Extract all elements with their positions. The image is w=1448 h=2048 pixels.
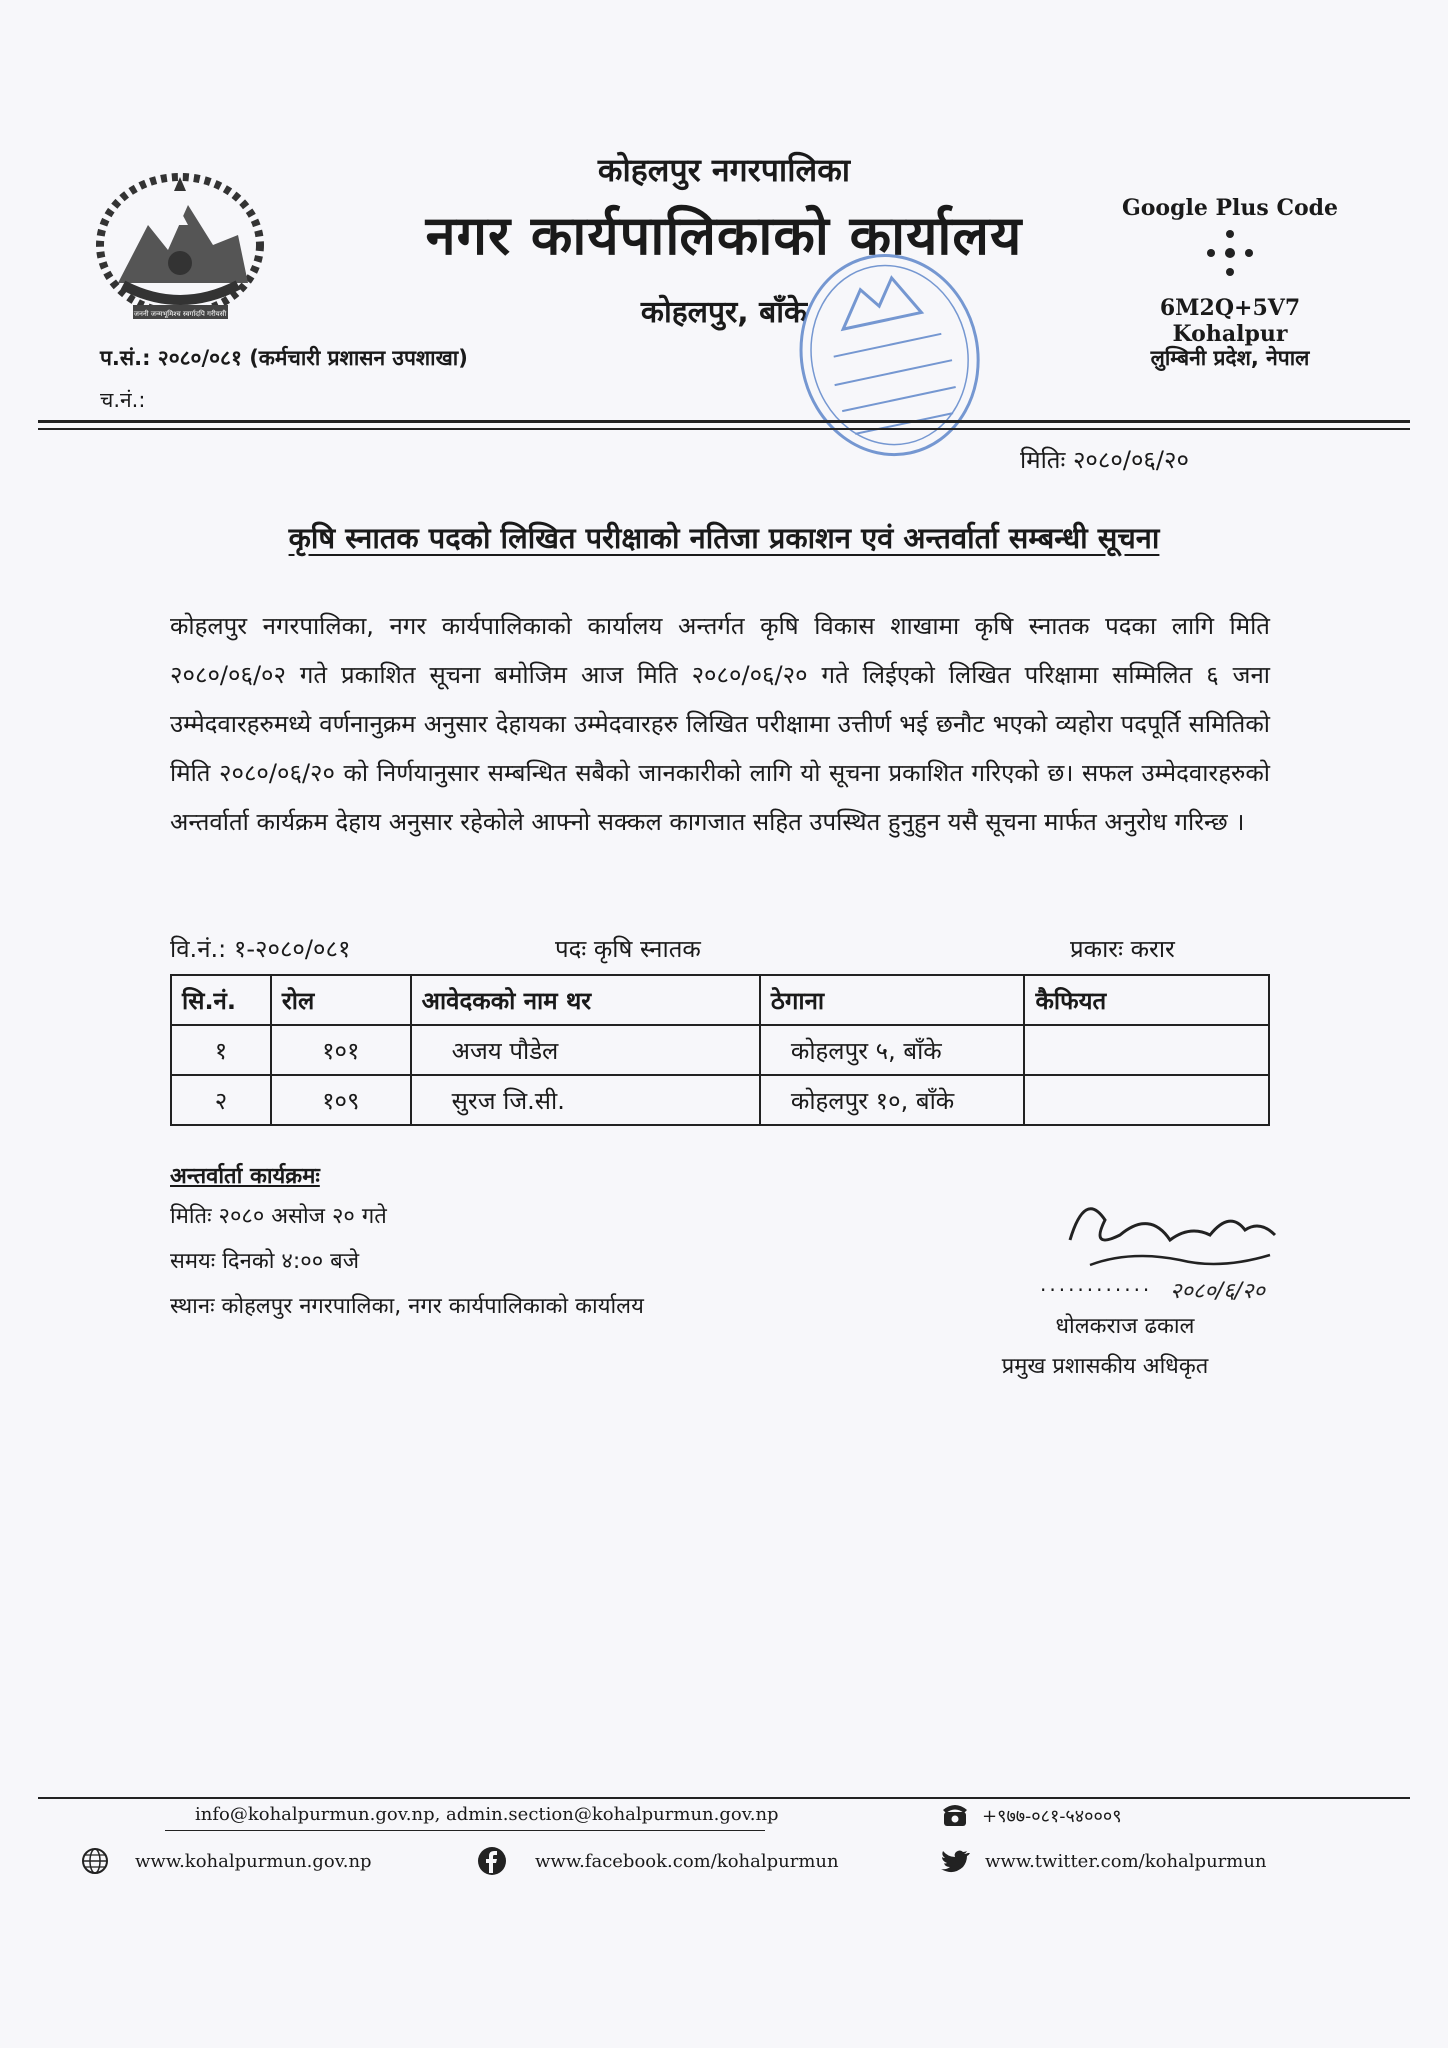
office-location: कोहलपुर, बाँके — [640, 295, 808, 330]
notice-subject-text: कृषि स्नातक पदको लिखित परीक्षाको नतिजा प्रकाशन एवं अन्तर्वार्ता सम्बन्धी सूचना — [288, 521, 1160, 555]
interview-date: मितिः २०८० असोज २० गते — [170, 1204, 387, 1229]
header-rule — [38, 420, 1410, 423]
footer-rule — [38, 1797, 1410, 1799]
emblem-caption: जननी जन्मभूमिश्च स्वर्गादपि गरीयसी — [133, 310, 227, 318]
notice-date: मितिः २०८०/०६/२० — [1020, 446, 1189, 474]
header-rule-secondary — [38, 428, 1410, 430]
advert-number: वि.नं.: १-२०८०/०८१ — [170, 935, 351, 963]
cell-remarks — [1024, 1075, 1269, 1125]
results-table — [170, 974, 1270, 1126]
google-plus-code-icon — [1205, 228, 1255, 278]
province: लुम्बिनी प्रदेश, नेपाल — [1150, 346, 1310, 370]
cell-address: कोहलपुर १०, बाँके — [760, 1075, 1025, 1125]
header-name: आवेदकको नाम थर — [411, 975, 760, 1025]
footer-twitter[interactable]: www.twitter.com/kohalpurmun — [985, 1851, 1267, 1872]
office-stamp — [790, 245, 990, 470]
contract-type: प्रकारः करार — [1070, 935, 1175, 963]
interview-title: अन्तर्वार्ता कार्यक्रमः — [170, 1164, 320, 1189]
interview-time: समयः दिनको ४:०० बजे — [170, 1249, 360, 1274]
cell-name: अजय पौडेल — [411, 1025, 760, 1075]
footer-facebook[interactable]: www.facebook.com/kohalpurmun — [535, 1851, 839, 1872]
signer-title: प्रमुख प्रशासकीय अधिकृत — [1001, 1354, 1209, 1379]
cell-serial: १ — [171, 1025, 271, 1075]
header-serial: सि.नं. — [171, 975, 271, 1025]
municipality-name: कोहलपुर नगरपालिका — [597, 151, 851, 189]
cell-address: कोहलपुर ५, बाँके — [760, 1025, 1025, 1075]
signer-name: धोलकराज ढकाल — [1055, 1314, 1195, 1339]
dispatch-number: च.नं.: — [100, 388, 146, 412]
post-name: पदः कृषि स्नातक — [555, 935, 701, 963]
header-roll: रोल — [271, 975, 411, 1025]
email-underline — [165, 1830, 765, 1831]
cell-serial: २ — [171, 1075, 271, 1125]
table-row — [171, 1075, 1269, 1125]
header-remarks: कैफियत — [1024, 975, 1269, 1025]
google-plus-code-title: Google Plus Code — [1121, 195, 1339, 221]
notice-subject — [0, 518, 1448, 557]
signature-date: २०८०/६/२० — [1170, 1279, 1265, 1304]
cell-name: सुरज जि.सी. — [411, 1075, 760, 1125]
table-header-row — [171, 975, 1269, 1025]
footer-website[interactable]: www.kohalpurmun.gov.np — [135, 1851, 372, 1872]
globe-icon — [80, 1846, 110, 1876]
signature-line: ............ — [1040, 1272, 1153, 1296]
google-plus-code: 6M2Q+5V7 Kohalpur — [1159, 295, 1301, 347]
twitter-icon — [940, 1846, 970, 1876]
cell-remarks — [1024, 1025, 1269, 1075]
footer-phone: +९७७-०८१-५४०००९ — [982, 1806, 1122, 1827]
header-address: ठेगाना — [760, 975, 1025, 1025]
notice-body: कोहलपुर नगरपालिका, नगर कार्यपालिकाको कार्यालय अन्तर्गत कृषि विकास शाखामा कृषि स्नातक पदका लागि मिति २०८०/०६/०२ गते प्रकाशित सूचना बमोजिम आज मिति २०८०/०६/२० गते लिईएको लिखित परिक्षामा सम्मिलित ६ जना उम्मेदवारहरुमध्ये वर्णनानुक्रम अनुसार देहायका उम्मेदवारहरु लिखित परीक्षामा उत्तीर्ण भई छनौट भएको व्यहोरा पदपूर्ति समितिको मिति २०८०/०६/२० को निर्णयानुसार सम्बन्धित सबैको जानकारीको लागि यो सूचना प्रकाशित गरिएको छ। सफल उम्मेदवारहरुको अन्तर्वार्ता कार्यक्रम देहाय अनुसार रहेकोले आफ्नो सक्कल कागजात सहित उपस्थित हुनुहुन यसै सूचना मार्फत अनुरोध गरिन्छ । — [170, 612, 1270, 836]
cell-roll: १०९ — [271, 1075, 411, 1125]
footer-email[interactable]: info@kohalpurmun.gov.np, admin.section@kohalpurmun.gov.np — [195, 1804, 779, 1825]
reference-number: प.सं.: २०८०/०८१ (कर्मचारी प्रशासन उपशाखा) — [100, 346, 468, 370]
facebook-icon — [477, 1846, 507, 1876]
table-row — [171, 1025, 1269, 1075]
interview-venue: स्थानः कोहलपुर नगरपालिका, नगर कार्यपालिकाको कार्यालय — [170, 1294, 644, 1319]
office-name: नगर कार्यपालिकाको कार्यालय — [425, 204, 1023, 267]
phone-icon — [940, 1800, 970, 1830]
cell-roll: १०१ — [271, 1025, 411, 1075]
